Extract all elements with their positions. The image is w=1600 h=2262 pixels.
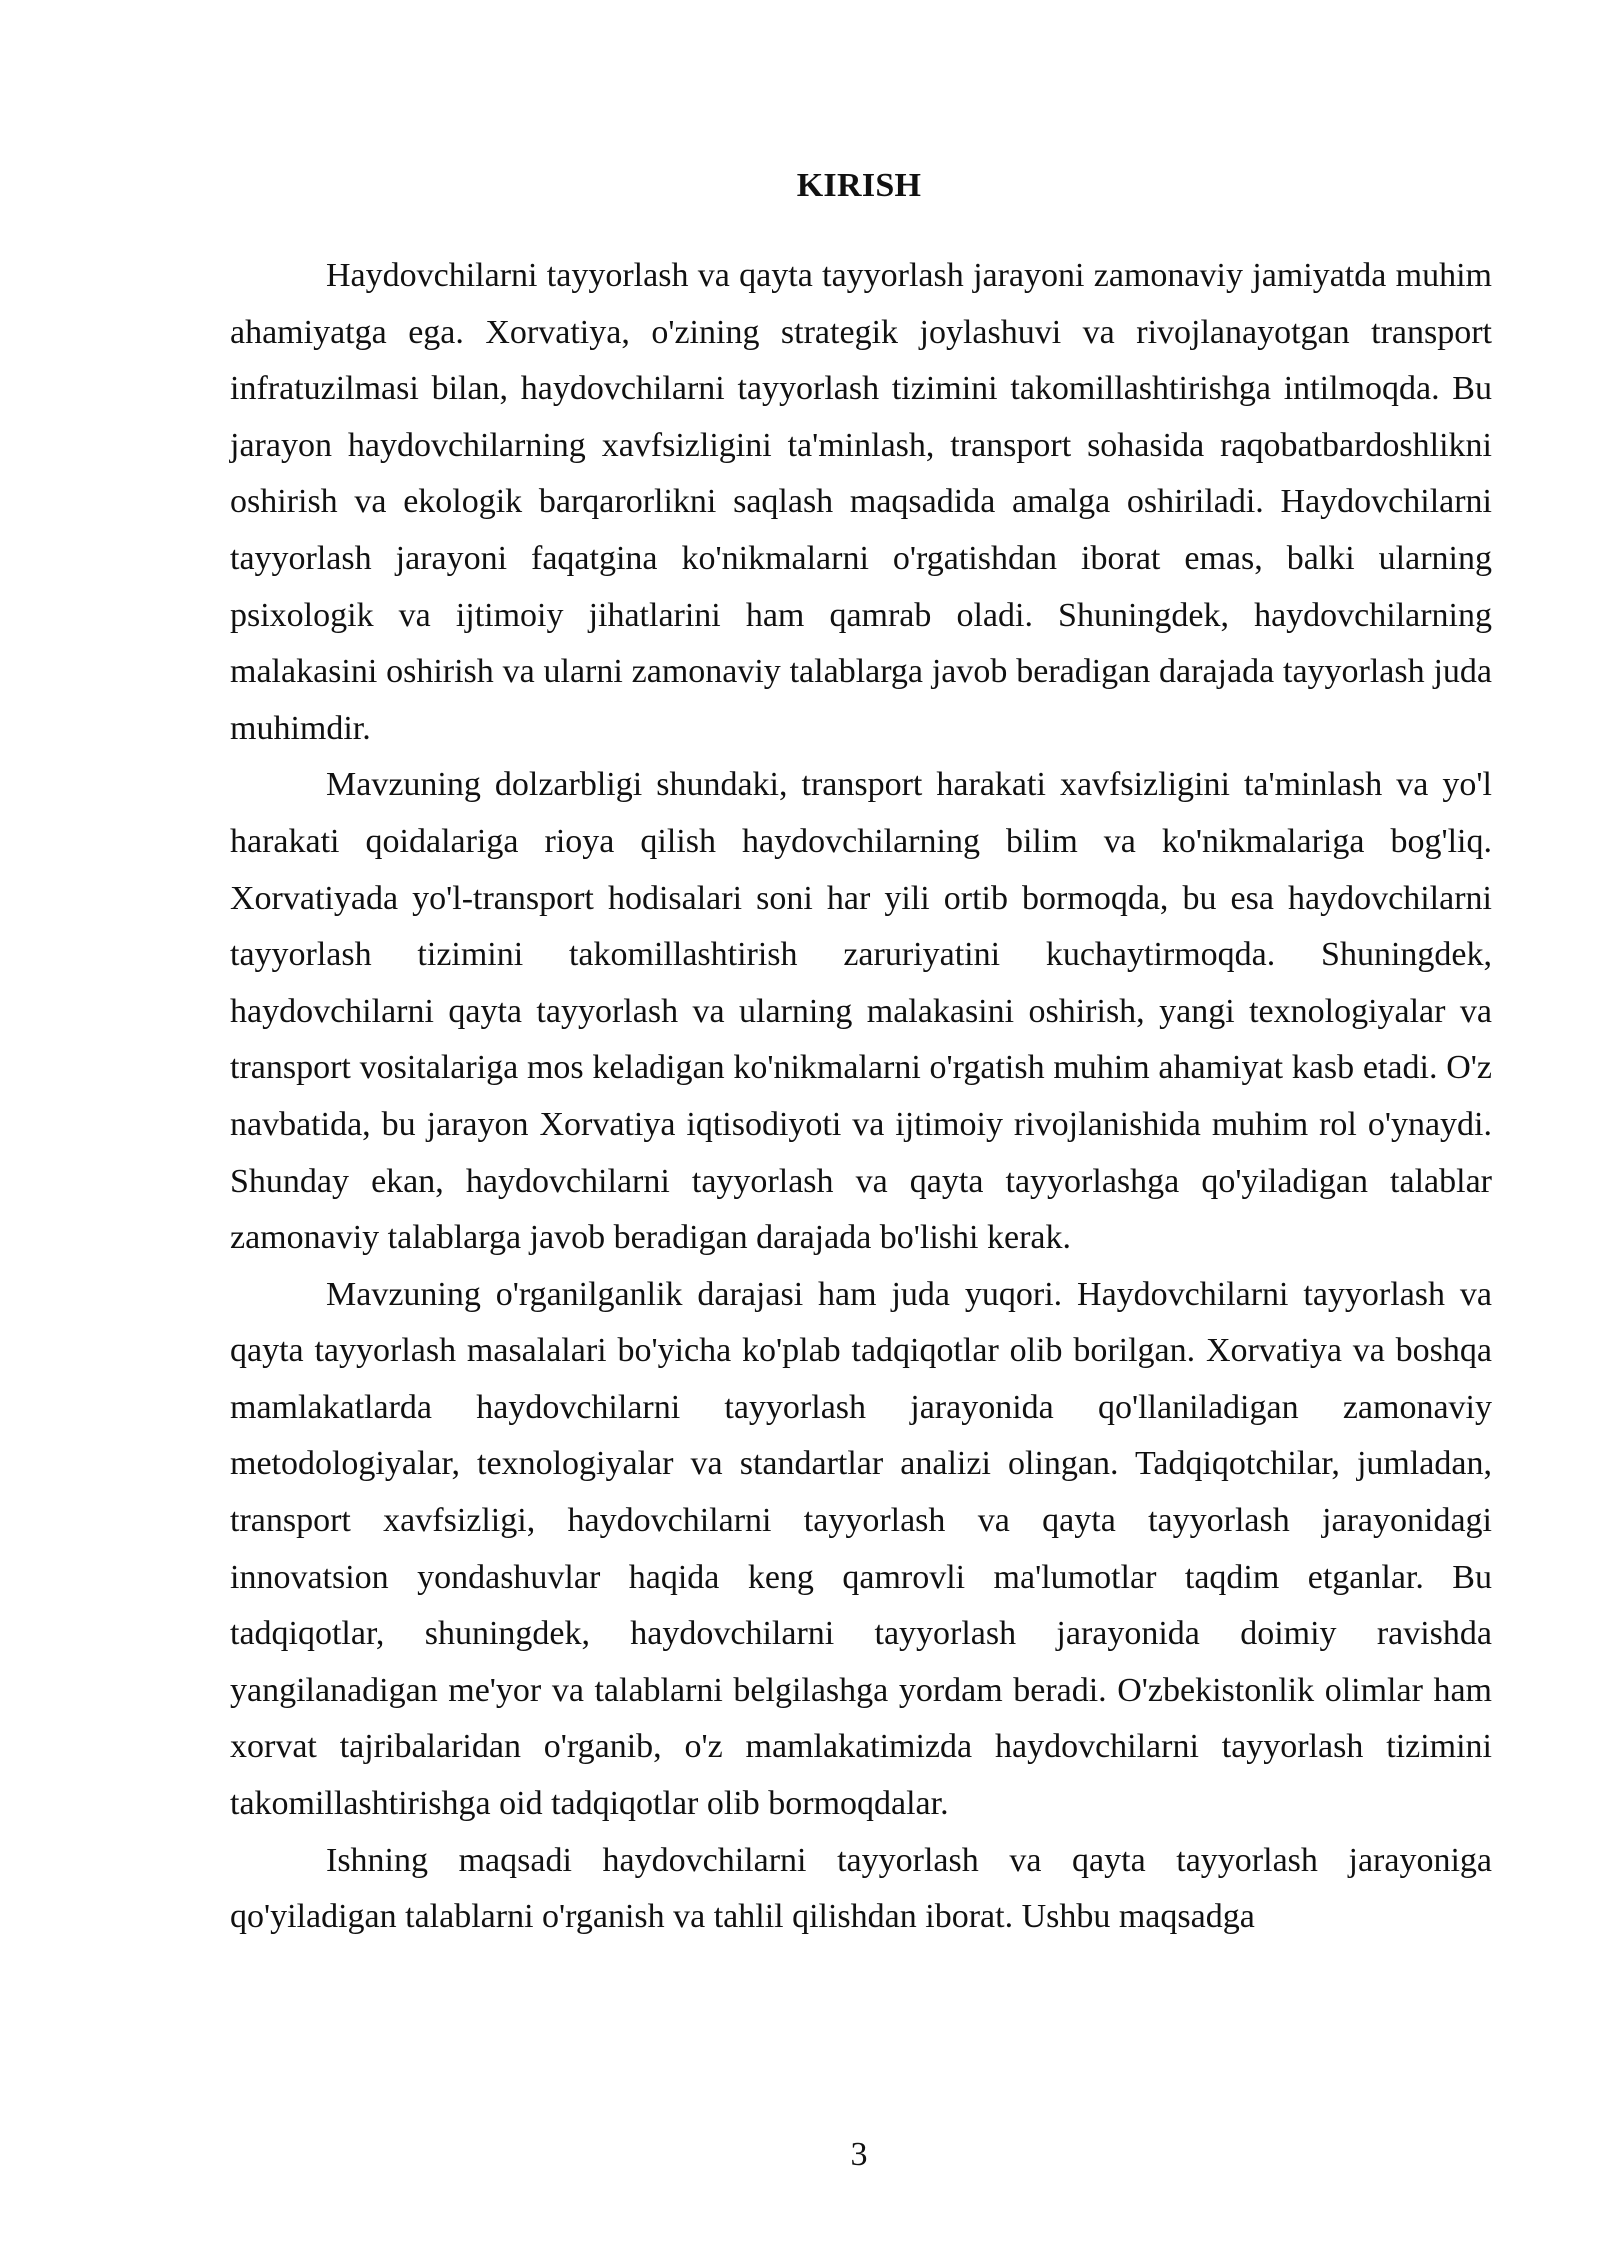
paragraph-intro: Haydovchilarni tayyorlash va qayta tayyorlash jarayoni zamonaviy jamiyatda muhim ahamiyatga ega. Xorvatiya, o'zining strategik joylashuvi va rivojlanayotgan transport infratuzilmasi bilan, haydovchilarni tayyorlash tizimini takomillashtirishga intilmoqda. Bu jarayon haydovchilarning xavfsizligini ta'minlash, transport sohasida raqobatbardoshlikni oshirish va ekologik barqarorlikni saqlash maqsadida amalga oshiriladi. Haydovchilarni tayyorlash jarayoni faqatgina ko'nikmalarni o'rgatishdan iborat emas, balki ularning psixologik va ijtimoiy jihatlarini ham qamrab oladi. Shuningdek, haydovchilarning malakasini oshirish va ularni zamonaviy talablarga javob beradigan darajada tayyorlash juda muhimdir. [230,257,1492,747]
body-text [230,248,1492,1946]
paragraph-relevance: Mavzuning dolzarbligi shundaki, transport harakati xavfsizligini ta'minlash va yo'l harakati qoidalariga rioya qilish haydovchilarning bilim va ko'nikmalariga bog'liq. Xorvatiyada yo'l-transport hodisalari soni har yili ortib bormoqda, bu esa haydovchilarni tayyorlash tizimini takomillashtirish zaruriyatini kuchaytirmoqda. Shuningdek, haydovchilarni qayta tayyorlash va ularning malakasini oshirish, yangi texnologiyalar va transport vositalariga mos keladigan ko'nikmalarni o'rgatish muhim ahamiyat kasb etadi. O'z navbatida, bu jarayon Xorvatiya iqtisodiyoti va ijtimoiy rivojlanishida muhim rol o'ynaydi. Shunday ekan, haydovchilarni tayyorlash va qayta tayyorlashga qo'yiladigan talablar zamonaviy talablarga javob beradigan darajada bo'lishi kerak. [230,766,1492,1257]
page-title: KIRISH [796,167,922,204]
paragraph-goal: Ishning maqsadi haydovchilarni tayyorlash va qayta tayyorlash jarayoniga qo'yiladigan talablarni o'rganish va tahlil qilishdan iborat. Ushbu maqsadga [230,1841,1492,1936]
page-number: 3 [850,2136,868,2173]
paragraph-study-degree: Mavzuning o'rganilganlik darajasi ham juda yuqori. Haydovchilarni tayyorlash va qayta tayyorlash masalalari bo'yicha ko'plab tadqiqotlar olib borilgan. Xorvatiya va boshqa mamlakatlarda haydovchilarni tayyorlash jarayonida qo'llaniladigan zamonaviy metodologiyalar, texnologiyalar va standartlar analizi olingan. Tadqiqotchilar, jumladan, transport xavfsizligi, haydovchilarni tayyorlash va qayta tayyorlash jarayonidagi innovatsion yondashuvlar haqida keng qamrovli ma'lumotlar taqdim etganlar. Bu tadqiqotlar, shuningdek, haydovchilarni tayyorlash jarayonida doimiy ravishda yangilanadigan me'yor va talablarni belgilashga yordam beradi. O'zbekistonlik olimlar ham xorvat tajribalaridan o'rganib, o'z mamlakatimizda haydovchilarni tayyorlash tizimini takomillashtirishga oid tadqiqotlar olib bormoqdalar. [230,1275,1492,1823]
